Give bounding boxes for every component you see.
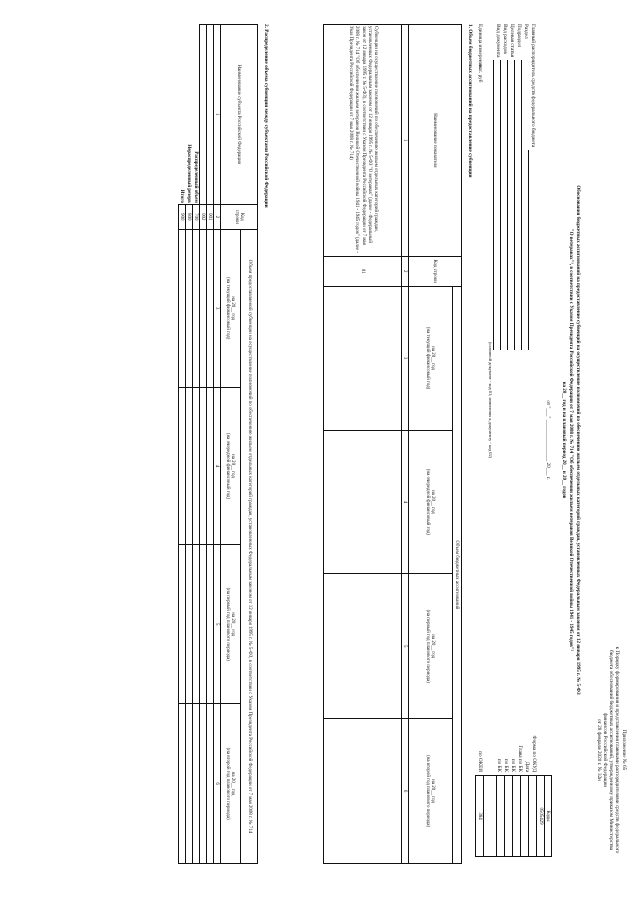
date-label: Дата bbox=[524, 761, 530, 772]
code-date bbox=[529, 776, 537, 857]
table-row bbox=[186, 25, 193, 864]
s1-cell-5 bbox=[324, 574, 402, 719]
s1-row-code: 01 bbox=[324, 256, 402, 286]
field-main-manager-line bbox=[528, 150, 529, 350]
s1-year-plan2: на 20__ год (на второй год планового периода) bbox=[409, 719, 453, 864]
title-line-3: на 20__ год и на плановый период 20__ и 20__ годов bbox=[561, 381, 566, 499]
field-doc-type: Вид документа bbox=[495, 24, 501, 58]
units-label: Единица измерения: bbox=[477, 24, 483, 70]
s2-row-code: 001 bbox=[207, 204, 214, 229]
s1-num-5: 5 bbox=[402, 574, 409, 719]
s2-col-volume: Объем предоставляемой субвенции на осуществление полномочий по обеспечению жильем отдельных категорий граждан, установленных Федеральным законом от 12 января 1995 г. № 5-ФЗ, в соответствии с Указом Президента Российской Федерации от 7 мая 2008 г. № 714 bbox=[241, 229, 258, 863]
s2-num-1: 1 bbox=[214, 25, 221, 205]
s1-col-code: Код строки bbox=[409, 256, 462, 286]
appendix-line-3: финансов Российской Федерации bbox=[602, 713, 608, 787]
s1-num-4: 4 bbox=[402, 430, 409, 574]
s1-year-next: на 20__ год (на очередной финансовый год) bbox=[409, 430, 453, 574]
table-row bbox=[207, 25, 214, 864]
bk-label-1: по БК bbox=[510, 758, 516, 772]
s2-row-reserve: Нераспределенный резерв bbox=[186, 25, 193, 205]
table-row bbox=[179, 25, 186, 864]
table-row bbox=[200, 25, 207, 864]
field-section-line bbox=[521, 60, 522, 350]
field-section: Раздел bbox=[523, 24, 529, 39]
bk-label-2: по БК bbox=[503, 758, 509, 772]
code-bk-1 bbox=[513, 776, 521, 857]
s1-num-3: 3 bbox=[402, 286, 409, 430]
section2-title: 2. Распределение объема субвенции между субъектами Российской Федерации bbox=[263, 24, 269, 208]
s2-row-name bbox=[207, 25, 214, 205]
s2-row-code: 700 bbox=[193, 204, 200, 229]
okud-label: Форма по ОКУД bbox=[531, 735, 537, 772]
s2-num-6: 6 bbox=[214, 704, 221, 864]
s2-col-name: Наименование субъекта Российской Федерации bbox=[221, 25, 258, 205]
field-expense-type: Вид расходов bbox=[502, 24, 508, 54]
section2-table bbox=[178, 24, 258, 864]
s1-cell-6 bbox=[324, 719, 402, 864]
s1-col-volume: Объем бюджетных ассигнований bbox=[453, 286, 462, 863]
s1-row-text: Субвенции на осуществление полномочий по обеспечению жильем отдельных категорий граждан, установленных Федеральным законом от 12 января 1995 г. № 5-ФЗ "О ветеранах" (далее - Федеральный закон от 12 января 1995 г. № 5-ФЗ), в соответствии с Указом Президента Российской Федерации от 7 мая 2008 г. № 714 "Об обеспечении жильем ветеранов Великой Отечественной войны 1941 - 1945 годов" (далее - Указ Президента Российской Федерации от 7 мая 2008 г. № 714) bbox=[324, 25, 402, 257]
code-bk-3 bbox=[497, 776, 505, 857]
s2-num-4: 4 bbox=[214, 387, 221, 545]
glava-label: Глава по БК bbox=[517, 745, 523, 772]
table-row bbox=[193, 25, 200, 864]
field-doc-type-line bbox=[493, 60, 494, 350]
s1-cell-4 bbox=[324, 430, 402, 574]
s2-row-code: 002 bbox=[200, 204, 207, 229]
s2-year-next: на 20__ год (на очередной финансовый год) bbox=[221, 387, 241, 545]
units-value: тыс. руб bbox=[477, 64, 483, 83]
s2-num-2: 2 bbox=[214, 204, 221, 229]
code-glava bbox=[521, 776, 529, 857]
s2-year-plan1: на 20__ год (на первый год планового периода) bbox=[221, 545, 241, 704]
s2-col-code: Код строки bbox=[221, 204, 258, 229]
s1-year-current: на 20__ год (на текущий финансовый год) bbox=[409, 286, 453, 430]
s2-row-distributed: Распределенный объем bbox=[193, 25, 200, 205]
codes-header: Коды bbox=[545, 776, 552, 857]
field-subsection: Подраздел bbox=[516, 24, 522, 48]
field-subsection-line bbox=[514, 60, 515, 350]
date-line: от "___" ________________ 20___ г. bbox=[545, 400, 551, 480]
field-target: Целевая статья bbox=[509, 24, 515, 58]
appendix-line-2: бюджета обоснований бюджетных ассигнований, утвержденному приказом Министерства bbox=[608, 649, 614, 851]
s1-num-2: 2 bbox=[402, 256, 409, 286]
s2-row-code: 800 bbox=[186, 204, 193, 229]
s1-cell-3 bbox=[324, 286, 402, 430]
s2-row-code: 900 bbox=[179, 204, 186, 229]
s2-num-3: 3 bbox=[214, 229, 221, 387]
okei-label: по ОКЕИ bbox=[477, 751, 483, 772]
doc-type-note: (основной документ - код 01; изменения к документу - код 02) bbox=[488, 341, 493, 459]
s2-row-total: Итого bbox=[179, 25, 186, 205]
appendix-number: Приложение № 65 bbox=[621, 729, 627, 771]
s2-row-name bbox=[200, 25, 207, 205]
s2-num-5: 5 bbox=[214, 545, 221, 704]
field-main-manager: Главный распорядитель средств федерального бюджета bbox=[530, 24, 536, 148]
title-line-2: "О ветеранах"¹, в соответствии с Указом Президента Российской Федерации от 7 мая 2008 г. № 714 "Об обеспечении жильем ветеранов Великой Отечественной войны 1941 - 1945 годов"² bbox=[568, 228, 573, 652]
appendix-line-1: к Порядку формирования и представления главными распорядителями средств федерального bbox=[614, 646, 620, 854]
section1-table bbox=[323, 24, 462, 864]
code-blank bbox=[484, 776, 497, 857]
field-target-line bbox=[507, 60, 508, 350]
codes-table bbox=[475, 775, 552, 857]
appendix-line-4: от 28 февраля 2020 г. № 32н bbox=[596, 719, 602, 781]
s2-year-plan2: на 20__ год (на второй год планового периода) bbox=[221, 704, 241, 864]
s1-col-name: Наименование показателя bbox=[409, 25, 462, 257]
s1-num-6: 6 bbox=[402, 719, 409, 864]
bk-label-3: по БК bbox=[496, 758, 502, 772]
title-line-1: Обоснования бюджетных ассигнований на предоставление субвенций на осуществление полномочий по обеспечению жильем отдельных категорий граждан, установленных Федеральным законом от 12 января 1995 г. № 5-ФЗ bbox=[575, 185, 580, 695]
s2-year-current: на 20__ год (на текущий финансовый год) bbox=[221, 229, 241, 387]
code-okud: 0505429 bbox=[537, 776, 545, 857]
field-expense-type-line bbox=[500, 60, 501, 350]
code-bk-2 bbox=[505, 776, 513, 857]
code-okei: 384 bbox=[476, 776, 484, 857]
s1-year-plan1: на 20__ год (на первый год планового периода) bbox=[409, 574, 453, 719]
section1-title: 1. Объем бюджетных ассигнований на предоставление субвенции bbox=[467, 24, 473, 178]
s1-num-1: 1 bbox=[402, 25, 409, 257]
